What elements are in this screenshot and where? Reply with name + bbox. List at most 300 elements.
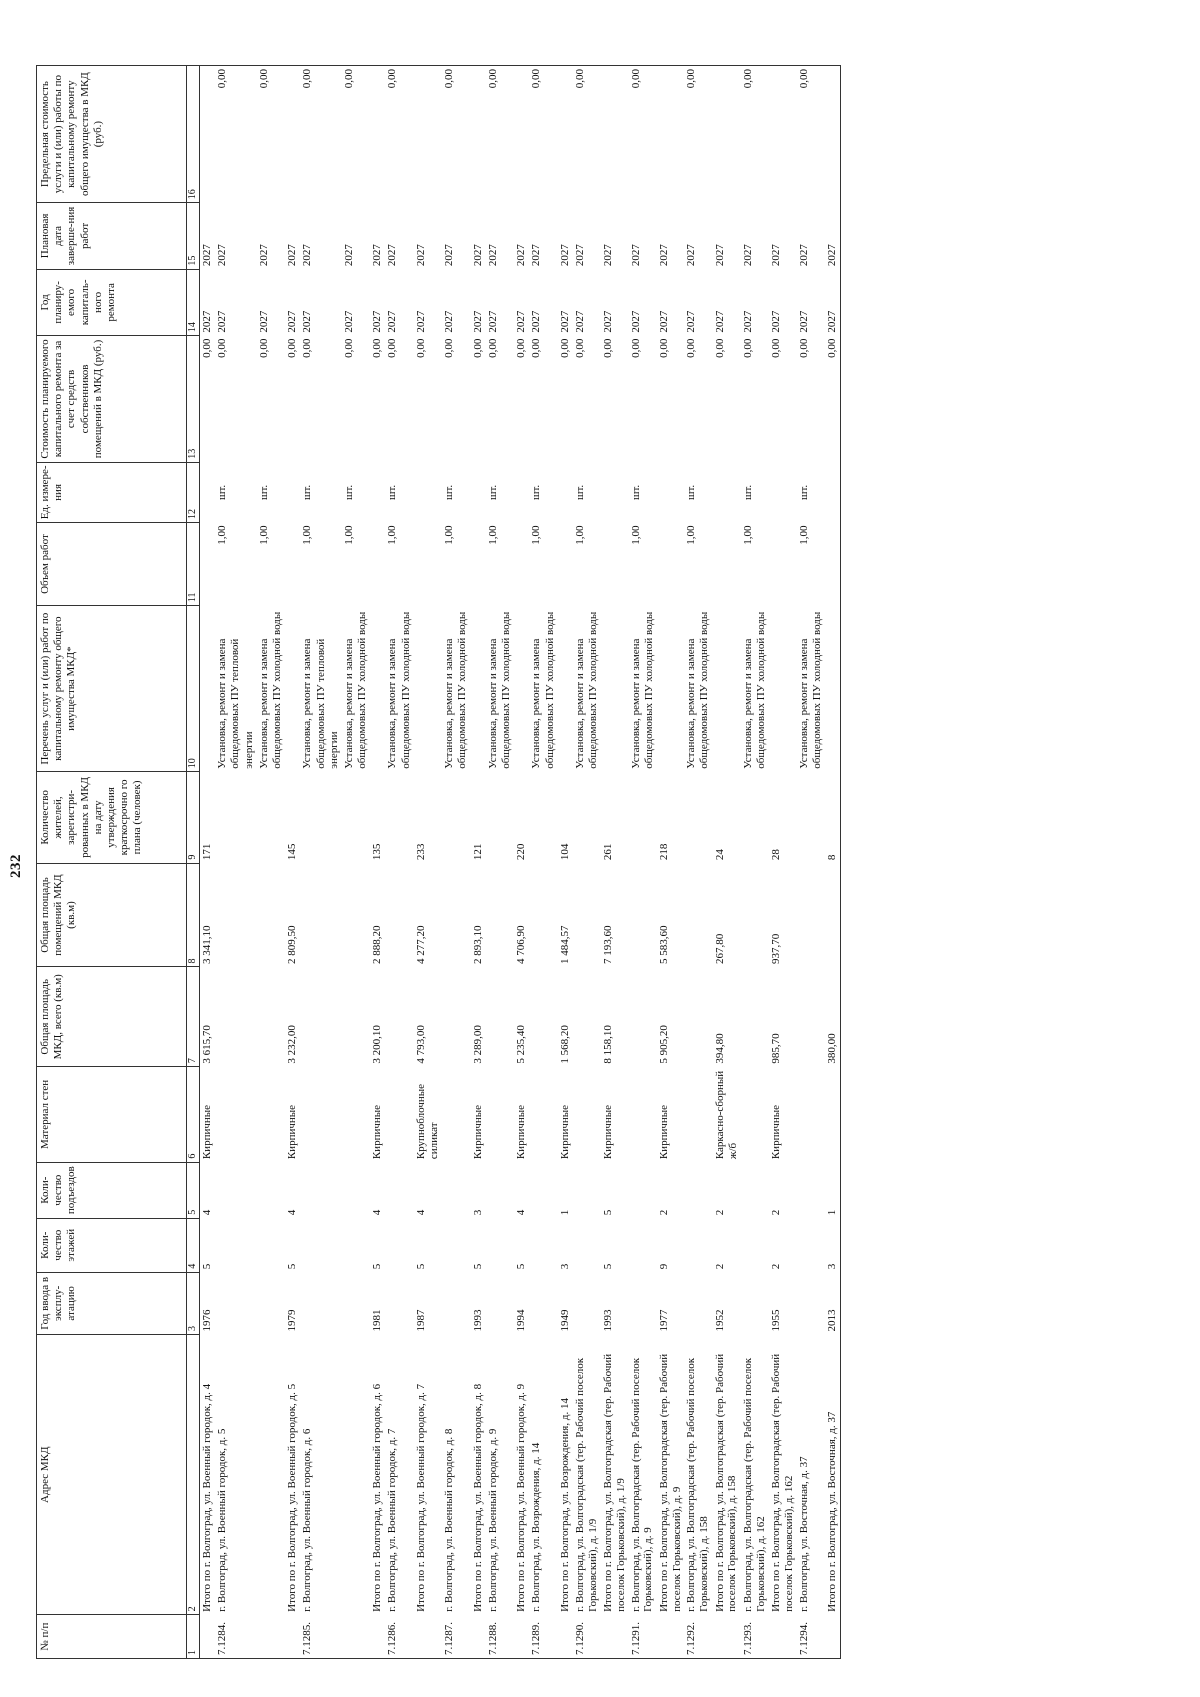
cell-residents: 135 (371, 843, 384, 861)
cell-address: г. Волгоград, ул. Волгоградская (тер. Рабочий поселок Горьковский), д. 1/9 (573, 1357, 599, 1612)
cell-unit (370, 462, 385, 522)
cell-limit (414, 66, 442, 203)
cell-material (741, 1067, 769, 1163)
cell-end-date: 2027 (301, 244, 314, 267)
cell-plan-year: 2027 (301, 310, 314, 333)
cell-area-total: 3 232,00 (286, 1025, 299, 1064)
cell-end-date: 2027 (257, 244, 270, 267)
cell-end-date: 2027 (685, 244, 698, 267)
cell-no: 7.1287. (442, 1615, 470, 1659)
cell-end-date: 2027 (713, 244, 726, 267)
cell-material (486, 1067, 514, 1163)
cell-residents (529, 772, 557, 863)
cell-floors: 5 (201, 1263, 213, 1270)
cell-year (529, 1272, 557, 1334)
cell-year: 1987 (414, 1309, 427, 1332)
cell-unit: шт. (257, 484, 270, 501)
cell-floors (486, 1218, 514, 1272)
cell-unit (713, 462, 741, 522)
cell-address: г. Волгоград, ул. Военный городок, д. 6 (301, 1428, 314, 1612)
cell-cost: 0,00 (558, 338, 571, 358)
cell-residents (573, 772, 601, 863)
cell-no (769, 1615, 796, 1659)
cell-volume (558, 523, 573, 606)
cell-no (285, 1615, 300, 1659)
column-number: 15 (187, 203, 200, 269)
cell-no (342, 1615, 370, 1659)
column-number: 16 (187, 66, 200, 203)
cell-entrances (215, 1162, 257, 1218)
cell-plan-year: 2027 (371, 310, 384, 333)
cell-cost: 0,00 (629, 338, 642, 358)
cell-no: 7.1290. (573, 1615, 601, 1659)
cell-area-total: 3 289,00 (471, 1025, 484, 1064)
cell-area-total (257, 967, 285, 1067)
cell-cost: 0,00 (301, 338, 314, 358)
cell-year: 1993 (602, 1309, 615, 1332)
cell-floors: 3 (558, 1263, 571, 1270)
cell-address: Итого по г. Волгоград, ул. Восточная, д. 37 (825, 1335, 841, 1615)
cell-area-rooms (215, 863, 257, 967)
cell-address: г. Волгоград, ул. Военный городок, д. 9 (486, 1428, 499, 1612)
cell-end-date: 2027 (216, 244, 229, 267)
cell-volume: 1,00 (257, 525, 270, 545)
cell-address: Итого по г. Волгоград, ул. Военный городок, д. 8 (471, 1383, 484, 1612)
cell-area-rooms (573, 863, 601, 967)
header-cell: Плановая дата заверше-ния работ (37, 203, 187, 269)
cell-address: Итого по г. Волгоград, ул. Волгоградская (тер. Рабочий поселок Горьковский), д. 162 (770, 1353, 795, 1612)
header-cell: Ед. измере-ния (37, 462, 187, 522)
cell-plan-year: 2027 (558, 310, 571, 333)
cell-no: 7.1284. (215, 1615, 257, 1659)
cell-area-total: 5 235,40 (515, 1025, 528, 1064)
table-row (300, 66, 342, 1659)
cell-year (629, 1272, 657, 1334)
cell-unit: шт. (486, 484, 499, 501)
cell-plan-year: 2027 (770, 310, 783, 333)
cell-year: 1955 (770, 1309, 783, 1332)
cell-work (825, 606, 841, 772)
cell-work (200, 606, 216, 772)
cell-year (215, 1272, 257, 1334)
cell-plan-year: 2027 (657, 310, 670, 333)
cell-material: Кирпичные (602, 1104, 615, 1160)
cell-area-total: 3 615,70 (201, 1025, 213, 1064)
cell-residents (257, 772, 285, 863)
cell-cost: 0,00 (414, 338, 427, 358)
cell-year: 1952 (713, 1309, 726, 1332)
cell-unit: шт. (797, 484, 810, 501)
cell-work (370, 606, 385, 772)
cell-plan-year: 2027 (602, 310, 615, 333)
cell-area-total: 380,00 (825, 967, 841, 1067)
total-row (825, 66, 841, 1659)
cell-address: г. Волгоград, ул. Возрождения, д. 14 (530, 1442, 543, 1612)
cell-unit: шт. (629, 484, 642, 501)
total-row (558, 66, 573, 1659)
table-body (200, 66, 841, 1659)
cell-entrances: 2 (770, 1209, 783, 1216)
cell-no: 7.1288. (486, 1615, 514, 1659)
cell-area-rooms (684, 863, 712, 967)
cell-work: Установка, ремонт и замена общедомовых ПУ холодной воды (342, 611, 369, 769)
cell-plan-year: 2027 (741, 310, 754, 333)
cell-limit (514, 66, 529, 203)
cell-volume: 1,00 (685, 525, 698, 545)
cell-residents: 8 (825, 772, 841, 863)
cell-work (414, 606, 442, 772)
cell-cost: 0,00 (471, 338, 484, 358)
cell-year (741, 1272, 769, 1334)
cell-residents (342, 772, 370, 863)
cell-work (657, 606, 684, 772)
total-row (514, 66, 529, 1659)
cell-floors (529, 1218, 557, 1272)
cell-address: Итого по г. Волгоград, ул. Возрождения, д. 14 (558, 1398, 571, 1612)
cell-end-date: 2027 (558, 244, 571, 267)
cell-unit (601, 462, 628, 522)
cell-entrances (342, 1162, 370, 1218)
cell-residents (797, 772, 825, 863)
table-row (529, 66, 557, 1659)
cell-volume (471, 523, 486, 606)
cell-no: 7.1291. (629, 1615, 657, 1659)
cell-plan-year: 2027 (629, 310, 642, 333)
table-row (257, 66, 285, 1659)
cell-no (825, 1615, 841, 1659)
cell-address: г. Волгоград, ул. Восточная, д. 37 (797, 1456, 810, 1612)
cell-year (342, 1272, 370, 1334)
cell-limit (657, 66, 684, 203)
cell-area-rooms: 5 583,60 (657, 925, 670, 964)
cell-cost: 0,00 (443, 338, 456, 358)
column-number: 6 (187, 1067, 200, 1163)
cell-unit: шт. (342, 484, 355, 501)
cell-cost: 0,00 (770, 338, 783, 358)
cell-work: Установка, ремонт и замена общедомовых ПУ холодной воды (443, 611, 469, 769)
cell-year (442, 1272, 470, 1334)
column-number: 2 (187, 1335, 200, 1615)
cell-floors (797, 1218, 825, 1272)
cell-volume (414, 523, 442, 606)
table-row (342, 66, 370, 1659)
cell-material (215, 1067, 257, 1163)
cell-residents: 145 (286, 843, 299, 861)
cell-end-date: 2027 (741, 244, 754, 267)
cell-unit (657, 462, 684, 522)
cell-limit: 0,00 (442, 66, 470, 203)
cell-material: Кирпичные (770, 1104, 783, 1160)
cell-cost: 0,00 (657, 338, 670, 358)
cell-cost: 0,00 (286, 338, 299, 358)
cell-unit (825, 462, 841, 522)
cell-material: Кирпичные (515, 1104, 528, 1160)
header-cell: Общая площадь помещений МКД (кв.м) (37, 863, 187, 967)
cell-cost: 0,00 (797, 338, 810, 358)
cell-no (471, 1615, 486, 1659)
cell-end-date: 2027 (443, 244, 456, 267)
cell-floors: 5 (602, 1263, 615, 1270)
header-cell: Перечень услуг и (или) работ по капитальному ремонту общего имущества МКД* (37, 606, 187, 772)
cell-floors (300, 1218, 342, 1272)
column-number: 5 (187, 1162, 200, 1218)
cell-address: Итого по г. Волгоград, ул. Военный городок, д. 9 (515, 1383, 528, 1612)
cell-floors: 5 (515, 1263, 528, 1270)
cell-entrances: 4 (286, 1209, 299, 1216)
cell-entrances (629, 1162, 657, 1218)
cell-limit: 0,00 (573, 66, 601, 203)
cell-unit: шт. (301, 484, 314, 501)
cell-floors: 5 (414, 1263, 427, 1270)
cell-limit: 0,00 (486, 66, 514, 203)
cell-unit: шт. (685, 484, 698, 501)
cell-residents: 104 (558, 843, 571, 861)
cell-floors (442, 1218, 470, 1272)
cell-floors (342, 1218, 370, 1272)
cell-work: Установка, ремонт и замена общедомовых ПУ холодной воды (797, 611, 823, 769)
column-number: 4 (187, 1218, 200, 1272)
cell-unit (514, 462, 529, 522)
cell-address (257, 1335, 285, 1615)
cell-entrances (741, 1162, 769, 1218)
cell-cost: 0,00 (216, 338, 229, 358)
cell-limit: 0,00 (257, 66, 285, 203)
cell-material (573, 1067, 601, 1163)
cell-residents: 261 (602, 843, 615, 861)
cell-material: Кирпичные (286, 1104, 299, 1160)
cell-entrances: 2 (657, 1209, 670, 1216)
cell-no (370, 1615, 385, 1659)
cell-limit: 0,00 (300, 66, 342, 203)
cell-entrances (797, 1162, 825, 1218)
cell-area-total (442, 967, 470, 1067)
cell-residents (684, 772, 712, 863)
cell-volume: 1,00 (386, 525, 399, 545)
cell-address: Итого по г. Волгоград, ул. Военный городок, д. 5 (286, 1383, 299, 1612)
cell-cost: 0,00 (257, 338, 270, 358)
cell-no (558, 1615, 573, 1659)
cell-year (797, 1272, 825, 1334)
cell-volume: 1,00 (486, 525, 499, 545)
header-cell: Объем работ (37, 523, 187, 606)
cell-plan-year: 2027 (685, 310, 698, 333)
cell-limit: 0,00 (215, 66, 257, 203)
cell-end-date: 2027 (286, 244, 299, 267)
cell-limit: 0,00 (342, 66, 370, 203)
cell-area-total (741, 967, 769, 1067)
cell-cost: 0,00 (342, 338, 355, 358)
cell-entrances: 4 (201, 1209, 213, 1216)
cell-cost: 0,00 (741, 338, 754, 358)
total-row (657, 66, 684, 1659)
cell-no: 7.1286. (385, 1615, 413, 1659)
cell-end-date: 2027 (573, 244, 586, 267)
cell-address: г. Волгоград, ул. Волгоградская (тер. Рабочий поселок Горьковский), д. 162 (741, 1357, 767, 1612)
cell-area-total (529, 967, 557, 1067)
cell-area-rooms: 2 893,10 (471, 925, 484, 964)
cell-work (713, 606, 741, 772)
repair-plan-table (36, 65, 841, 1659)
cell-unit (471, 462, 486, 522)
cell-volume (285, 523, 300, 606)
cell-work: Установка, ремонт и замена общедомовых ПУ холодной воды (741, 611, 768, 769)
header-cell: Общая площадь МКД, всего (кв.м) (37, 967, 187, 1067)
cell-entrances (385, 1162, 413, 1218)
cell-address: Итого по г. Волгоград, ул. Военный городок, д. 6 (371, 1383, 384, 1612)
cell-residents (385, 772, 413, 863)
cell-address: Итого по г. Волгоград, ул. Волгоградская (тер. Рабочий поселок Горьковский), д. 9 (657, 1353, 683, 1612)
cell-area-total (629, 967, 657, 1067)
cell-floors: 2 (713, 1263, 726, 1270)
cell-plan-year: 2027 (443, 310, 456, 333)
cell-work (558, 606, 573, 772)
cell-residents: 24 (713, 849, 726, 861)
cell-no: 7.1289. (529, 1615, 557, 1659)
cell-plan-year: 2027 (797, 310, 810, 333)
cell-area-total: 4 793,00 (414, 1025, 427, 1064)
cell-no (200, 1615, 216, 1659)
total-row (414, 66, 442, 1659)
column-number: 1 (187, 1615, 200, 1659)
cell-work: Установка, ремонт и замена общедомовых ПУ тепловой энергии (301, 638, 340, 769)
cell-floors: 5 (371, 1263, 384, 1270)
cell-no (601, 1615, 628, 1659)
cell-residents (629, 772, 657, 863)
cell-limit (713, 66, 741, 203)
column-number-row (187, 66, 200, 1659)
cell-residents: 171 (201, 843, 213, 861)
cell-area-total (300, 967, 342, 1067)
cell-area-total: 394,80 (713, 1033, 726, 1064)
cell-material (684, 1067, 712, 1163)
cell-area-rooms (529, 863, 557, 967)
cell-area-rooms: 2 888,20 (371, 925, 384, 964)
cell-unit (285, 462, 300, 522)
cell-floors (629, 1218, 657, 1272)
cell-entrances: 4 (515, 1209, 528, 1216)
cell-floors (573, 1218, 601, 1272)
cell-material (442, 1067, 470, 1163)
cell-material (629, 1067, 657, 1163)
cell-floors (385, 1218, 413, 1272)
cell-year (573, 1272, 601, 1334)
cell-work: Установка, ремонт и замена общедомовых ПУ холодной воды (530, 611, 556, 769)
cell-limit (769, 66, 796, 203)
cell-area-rooms (629, 863, 657, 967)
cell-entrances: 1 (558, 1209, 571, 1216)
header-cell: Материал стен (37, 1067, 187, 1163)
cell-end-date: 2027 (386, 244, 399, 267)
cell-area-rooms (257, 863, 285, 967)
cell-year: 1994 (515, 1309, 528, 1332)
cell-work (514, 606, 529, 772)
cell-entrances (529, 1162, 557, 1218)
cell-plan-year: 2027 (257, 310, 270, 333)
cell-volume (200, 523, 216, 606)
cell-area-total: 8 158,10 (602, 1025, 615, 1064)
header-cell: Количество жителей, зарегистри-рованных в МКД на дату утверждения краткосрочно го плана (человек) (37, 772, 187, 863)
cell-no: 7.1285. (300, 1615, 342, 1659)
cell-plan-year: 2027 (201, 310, 213, 333)
cell-end-date: 2027 (471, 244, 484, 267)
cell-limit: 0,00 (741, 66, 769, 203)
cell-year: 1949 (558, 1309, 571, 1332)
cell-area-total (797, 967, 825, 1067)
cell-year (300, 1272, 342, 1334)
rotated-page (0, 35, 1200, 1697)
cell-cost: 0,00 (602, 338, 615, 358)
cell-unit: шт. (443, 484, 456, 501)
cell-cost: 0,00 (486, 338, 499, 358)
cell-floors (684, 1218, 712, 1272)
cell-area-total (215, 967, 257, 1067)
cell-floors (215, 1218, 257, 1272)
cell-unit: шт. (741, 484, 754, 501)
total-row (370, 66, 385, 1659)
cell-address: Итого по г. Волгоград, ул. Волгоградская (тер. Рабочий поселок Горьковский), д. 158 (713, 1353, 739, 1612)
cell-address: г. Волгоград, ул. Волгоградская (тер. Рабочий поселок Горьковский), д. 158 (685, 1357, 710, 1612)
cell-plan-year: 2027 (486, 310, 499, 333)
cell-entrances: 4 (414, 1209, 427, 1216)
cell-no (414, 1615, 442, 1659)
cell-volume: 1,00 (573, 525, 586, 545)
cell-work: Установка, ремонт и замена общедомовых ПУ холодной воды (629, 611, 655, 769)
header-cell: Предельная стоимость услуги и (или) работы по капитальному ремонту общего имущества в МКД (руб.) (37, 66, 187, 203)
cell-address: Итого по г. Волгоград, ул. Волгоградская (тер. Рабочий поселок Горьковский), д. 1/9 (602, 1353, 627, 1612)
cell-entrances: 4 (371, 1209, 384, 1216)
cell-limit (558, 66, 573, 203)
cell-address: Итого по г. Волгоград, ул. Военный городок, д. 4 (201, 1383, 213, 1612)
cell-material: Крупноблочные силикат (414, 1083, 440, 1160)
cell-cost: 0,00 (713, 338, 726, 358)
table-row (385, 66, 413, 1659)
column-number: 14 (187, 269, 200, 335)
cell-cost: 0,00 (573, 338, 586, 358)
cell-material: Кирпичные (558, 1104, 571, 1160)
cell-area-rooms (825, 863, 841, 967)
cell-residents (741, 772, 769, 863)
cell-unit (769, 462, 796, 522)
cell-unit (200, 462, 216, 522)
total-row (471, 66, 486, 1659)
cell-area-rooms: 937,70 (770, 933, 783, 964)
cell-area-total: 3 200,10 (371, 1025, 384, 1064)
cell-work (285, 606, 300, 772)
cell-material (529, 1067, 557, 1163)
cell-year: 2013 (825, 1272, 841, 1334)
cell-area-total (486, 967, 514, 1067)
cell-limit: 0,00 (629, 66, 657, 203)
cell-area-total: 985,70 (770, 1033, 783, 1064)
cell-work: Установка, ремонт и замена общедомовых ПУ холодной воды (486, 611, 512, 769)
header-cell: Адрес МКД (37, 1335, 187, 1615)
cell-volume (825, 523, 841, 606)
cell-unit: шт. (216, 484, 229, 501)
cell-limit (285, 66, 300, 203)
cell-volume: 1,00 (342, 525, 355, 545)
table-row (629, 66, 657, 1659)
cell-area-rooms: 4 277,20 (414, 925, 427, 964)
cell-limit: 0,00 (385, 66, 413, 203)
cell-limit: 0,00 (797, 66, 825, 203)
cell-year: 1993 (471, 1309, 484, 1332)
cell-area-rooms: 2 809,50 (286, 925, 299, 964)
cell-entrances: 5 (602, 1209, 615, 1216)
cell-cost: 0,00 (201, 338, 213, 358)
cell-cost: 0,00 (386, 338, 399, 358)
cell-limit (825, 66, 841, 203)
cell-floors: 9 (657, 1263, 670, 1270)
